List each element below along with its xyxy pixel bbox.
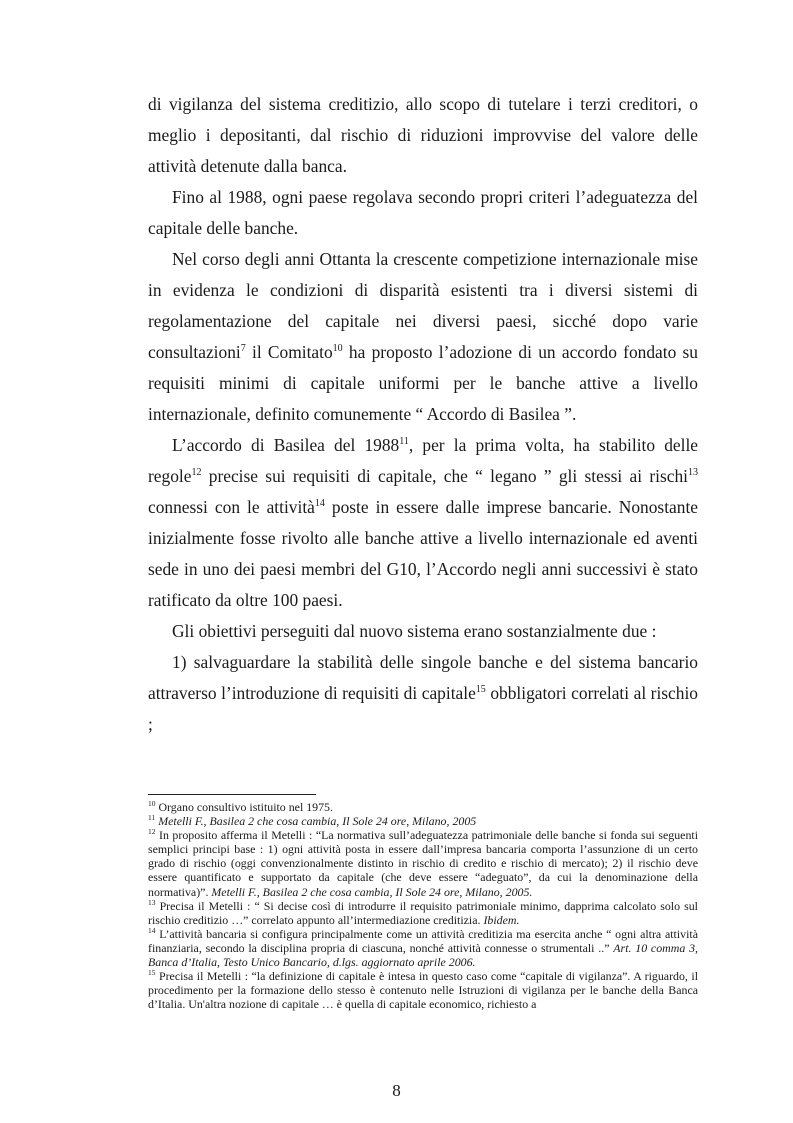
paragraph-1: di vigilanza del sistema creditizio, allo scopo di tutelare i terzi creditori, o meglio i depositanti, dal rischio di riduzioni improvvise del valore delle attività detenute dalla banca.	[148, 94, 698, 176]
paragraph-6-text-b: obbligatori correlati al rischio ;	[148, 683, 698, 734]
footnote-11	[148, 814, 698, 828]
footnote-ref-13: 13	[688, 467, 698, 478]
footnote-text: In proposito afferma il Metelli : “La normativa sull’adeguatezza patrimoniale delle banche si fonda sui seguenti semplici principi base : 1) ogni attività posta in essere dall’impresa bancaria comporta l’assunzione di un certo grado di rischio (oggi convenzionalmente distinto in rischio di credito e rischio di mercato); 2) il rischio deve essere quantificato e supportato da capitale (che deve essere “adeguato”, da cui la denominazione della normativa)”.	[148, 828, 698, 899]
footnotes	[148, 800, 698, 1011]
footnote-12	[148, 828, 698, 898]
footnote-citation: Metelli F., Basilea 2 che cosa cambia, Il Sole 24 ore, Milano, 2005.	[211, 884, 533, 899]
footnote-text: Precisa il Metelli : “la definizione di capitale è intesa in questo caso come “capitale di vigilanza”. A riguardo, il procedimento per la formazione dello stesso è contenuto nelle Istruzioni di vigilanza per le banche della Banca d’Italia. Un'altra nozione di capitale … è quella di capitale economico, richiesto a	[148, 969, 698, 1012]
footnote-number: 15	[148, 968, 156, 978]
paragraph-6	[148, 647, 698, 740]
paragraph-6-text-a: 1) salvaguardare la stabilità delle singole banche e del sistema bancario attraverso l’introduzione di requisiti di capitale	[148, 652, 698, 703]
footnote-ref-11: 11	[399, 436, 409, 447]
footnote-ref-10: 10	[332, 343, 343, 354]
paragraph-4-text-d: connessi con le attività	[148, 497, 315, 517]
footnote-number: 11	[148, 813, 156, 823]
paragraph-4-text-c: precise sui requisiti di capitale, che “ legano ” gli stessi ai rischi	[201, 466, 688, 486]
footnote-ref-12: 12	[191, 467, 202, 478]
footnote-10	[148, 800, 698, 814]
footnote-number: 10	[148, 799, 156, 808]
paragraph-4	[148, 430, 698, 616]
footnote-ref-14: 14	[314, 498, 325, 509]
paragraph-4-text-e: poste in essere dalle imprese bancarie. Nonostante inizialmente fosse rivolto alle banche attive a livello internazionale ed aventi sede in uno dei paesi membri del G10, l’Accordo negli anni successivi è stato ratificato da oltre 100 paesi.	[148, 497, 698, 610]
paragraph-3-text-c: ha proposto l’adozione di un accordo fondato su requisiti minimi di capitale uniformi per le banche attive a livello internazionale, definito comunemente “ Accordo di Basilea ”.	[148, 342, 699, 424]
footnote-15	[148, 969, 698, 1011]
footnote-citation: Metelli F., Basilea 2 che cosa cambia, Il Sole 24 ore, Milano, 2005	[155, 814, 477, 829]
footnote-ref-15: 15	[475, 684, 486, 695]
paragraph-3	[148, 244, 698, 430]
footnote-text: Precisa il Metelli : “ Si decise così di introdurre il requisito patrimoniale minimo, dapprima calcolato solo sul rischio creditizio …” correlato appunto all’intermediazione creditizia.	[148, 898, 698, 927]
footnote-ref-7: 7	[240, 343, 246, 354]
paragraph-2: Fino al 1988, ogni paese regolava secondo propri criteri l’adeguatezza del capitale delle banche.	[148, 187, 698, 238]
paragraph-4-text-b: , per la prima volta, ha stabilito delle regole	[148, 435, 699, 486]
footnote-13	[148, 899, 698, 927]
footnote-text: L’attività bancaria si configura principalmente come un attività creditizia ma esercita anche “ ogni altra attività finanziaria, secondo la disciplina propria di ciascuna, nonché attività connesse o strumentali ..”	[148, 926, 698, 955]
footnote-text: Organo consultivo istituito nel 1975.	[155, 800, 333, 814]
footnote-citation: Ibidem.	[483, 912, 520, 927]
page-number: 8	[392, 1081, 401, 1100]
footnote-number: 13	[148, 897, 156, 907]
body-text	[148, 89, 698, 740]
footnote-number: 14	[148, 925, 156, 935]
paragraph-3-text-a: Nel corso degli anni Ottanta la crescente competizione internazionale mise in evidenza le condizioni di disparità esistenti tra i diversi sistemi di regolamentazione del capitale nei diversi paesi, sicché dopo varie consultazioni	[148, 249, 698, 362]
footnote-separator	[148, 794, 316, 795]
footnote-number: 12	[148, 827, 156, 837]
footnote-14	[148, 927, 698, 969]
footnote-citation: Art. 10 comma 3, Banca d’Italia, Testo Unico Bancario, d.lgs. aggiornato aprile 2006.	[148, 940, 698, 970]
paragraph-3-text-b: il Comitato	[245, 342, 333, 362]
paragraph-5: Gli obiettivi perseguiti dal nuovo sistema erano sostanzialmente due :	[172, 621, 657, 641]
paragraph-4-text-a: L’accordo di Basilea del 1988	[172, 435, 400, 455]
